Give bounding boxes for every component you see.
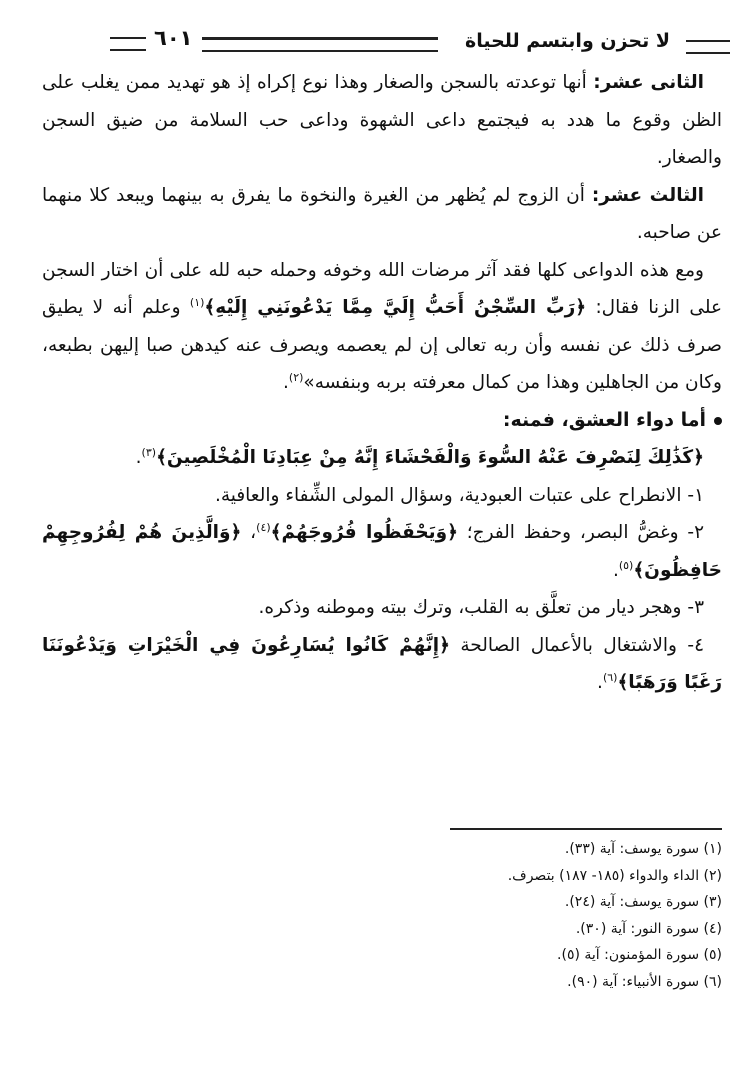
footnote-ref: (٣): [141, 445, 157, 459]
footnote-ref: (٤): [256, 520, 271, 534]
footnote-item: (٥) سورة المؤمنون: آية (٥).: [557, 947, 722, 963]
page-header: [110, 26, 730, 62]
bullet-icon: [714, 417, 722, 425]
quran-quote: ﴿كَذَٰلِكَ لِنَصْرِفَ عَنْهُ السُّوءَ وَالْفَحْشَاءَ إِنَّهُ مِنْ عِبَادِنَا الْمُخْلَصِينَ﴾: [156, 447, 704, 468]
list-item: ١- الانطراح على عتبات العبودية، وسؤال المولى الشِّفاء والعافية.: [214, 484, 704, 506]
footnotes: [322, 836, 722, 995]
footnote-item: (٣) سورة يوسف: آية (٢٤).: [564, 894, 722, 910]
list-item: ٣- وهجر ديار من تعلَّق به القلب، وترك بيته وموطنه وذكره.: [258, 597, 704, 618]
header-ornament-right: [686, 40, 730, 54]
paragraph-text: أن الزوج لم يُظهر من الغيرة والنخوة ما يفرق به بينهما ويبعد كلا منهما عن صاحبه.: [42, 184, 722, 243]
paragraph-lead: الثانى عشر:: [593, 72, 704, 93]
verse-line: [42, 439, 722, 477]
punctuation: .: [283, 372, 289, 393]
list-item-text: ٤- والاشتغال بالأعمال الصالحة: [449, 634, 704, 656]
list-item: [42, 514, 722, 589]
list-item: [42, 627, 722, 702]
running-title: لا تحزن وابتسم للحياة: [465, 30, 670, 52]
body-text: [42, 64, 722, 702]
header-rule: [202, 37, 438, 52]
quran-quote: ﴿وَيَحْفَظُوا فُرُوجَهُمْ﴾: [270, 522, 458, 543]
punctuation: ،: [241, 522, 257, 543]
header-ornament-left: [110, 37, 146, 51]
quran-quote: ﴿إِنَّهُمْ كَانُوا يُسَارِعُونَ فِي الْخَيْرَاتِ وَيَدْعُونَنَا رَغَبًا وَرَهَبًا﴾: [42, 634, 722, 693]
footnote-ref: (٦): [602, 670, 618, 684]
quran-quote: ﴿وَالَّذِينَ هُمْ لِفُرُوجِهِمْ حَافِظُونَ﴾: [42, 522, 722, 581]
punctuation: .: [597, 672, 603, 693]
footnote-ref: (٢): [288, 370, 304, 384]
paragraph-twelfth: [42, 64, 722, 177]
footnote-item: (٤) سورة النور: آية (٣٠).: [575, 920, 722, 937]
page-number: ٦٠١: [154, 26, 193, 50]
paragraph-lead: الثالث عشر:: [591, 184, 705, 206]
punctuation: .: [135, 447, 142, 468]
section-heading-text: أما دواء العشق، فمنه:: [502, 408, 706, 431]
section-heading: [42, 402, 722, 440]
footnote-item: (١) سورة يوسف: آية (٣٣).: [564, 841, 722, 857]
paragraph-text: أنها توعدته بالسجن والصغار وهذا نوع إكراه إذ هو تهديد ممن يغلب على الظن وقوع ما هدد به فيجتمع داعى الشهوة وداعى حب السلامة من ضيق السجن والصغار.: [42, 72, 722, 168]
footnote-ref: (١): [189, 295, 205, 309]
paragraph-conclusion: [42, 252, 722, 402]
quran-quote: ﴿رَبِّ السِّجْنُ أَحَبُّ إِلَيَّ مِمَّا يَدْعُونَنِي إِلَيْهِ﴾: [204, 297, 587, 318]
paragraph-text: ومع هذه الدواعى كلها فقد آثر مرضات الله وخوفه وحمله حبه لله على أن اختار السجن على الزنا فقال:: [42, 259, 723, 318]
footnote-item: (٦) سورة الأنبياء: آية (٩٠).: [567, 973, 722, 990]
footnote-ref: (٥): [618, 558, 634, 572]
footnote-item: (٢) الداء والدواء (١٨٥- ١٨٧) بتصرف.: [507, 867, 722, 884]
list-item-text: ٢- وغضُّ البصر، وحفظ الفرج؛: [457, 522, 704, 543]
paragraph-thirteenth: [42, 177, 722, 252]
paragraph-text: وعلم أنه لا يطيق صرف ذلك عن نفسه وأن ربه تعالى إن لم يعصمه ويصرف عنه كيدهن صبا إليهن بطبعه، وكان من الجاهلين وهذا من كمال معرفته بربه وبنفسه»: [42, 297, 722, 393]
footnote-separator: [450, 828, 722, 830]
punctuation: .: [612, 559, 619, 581]
